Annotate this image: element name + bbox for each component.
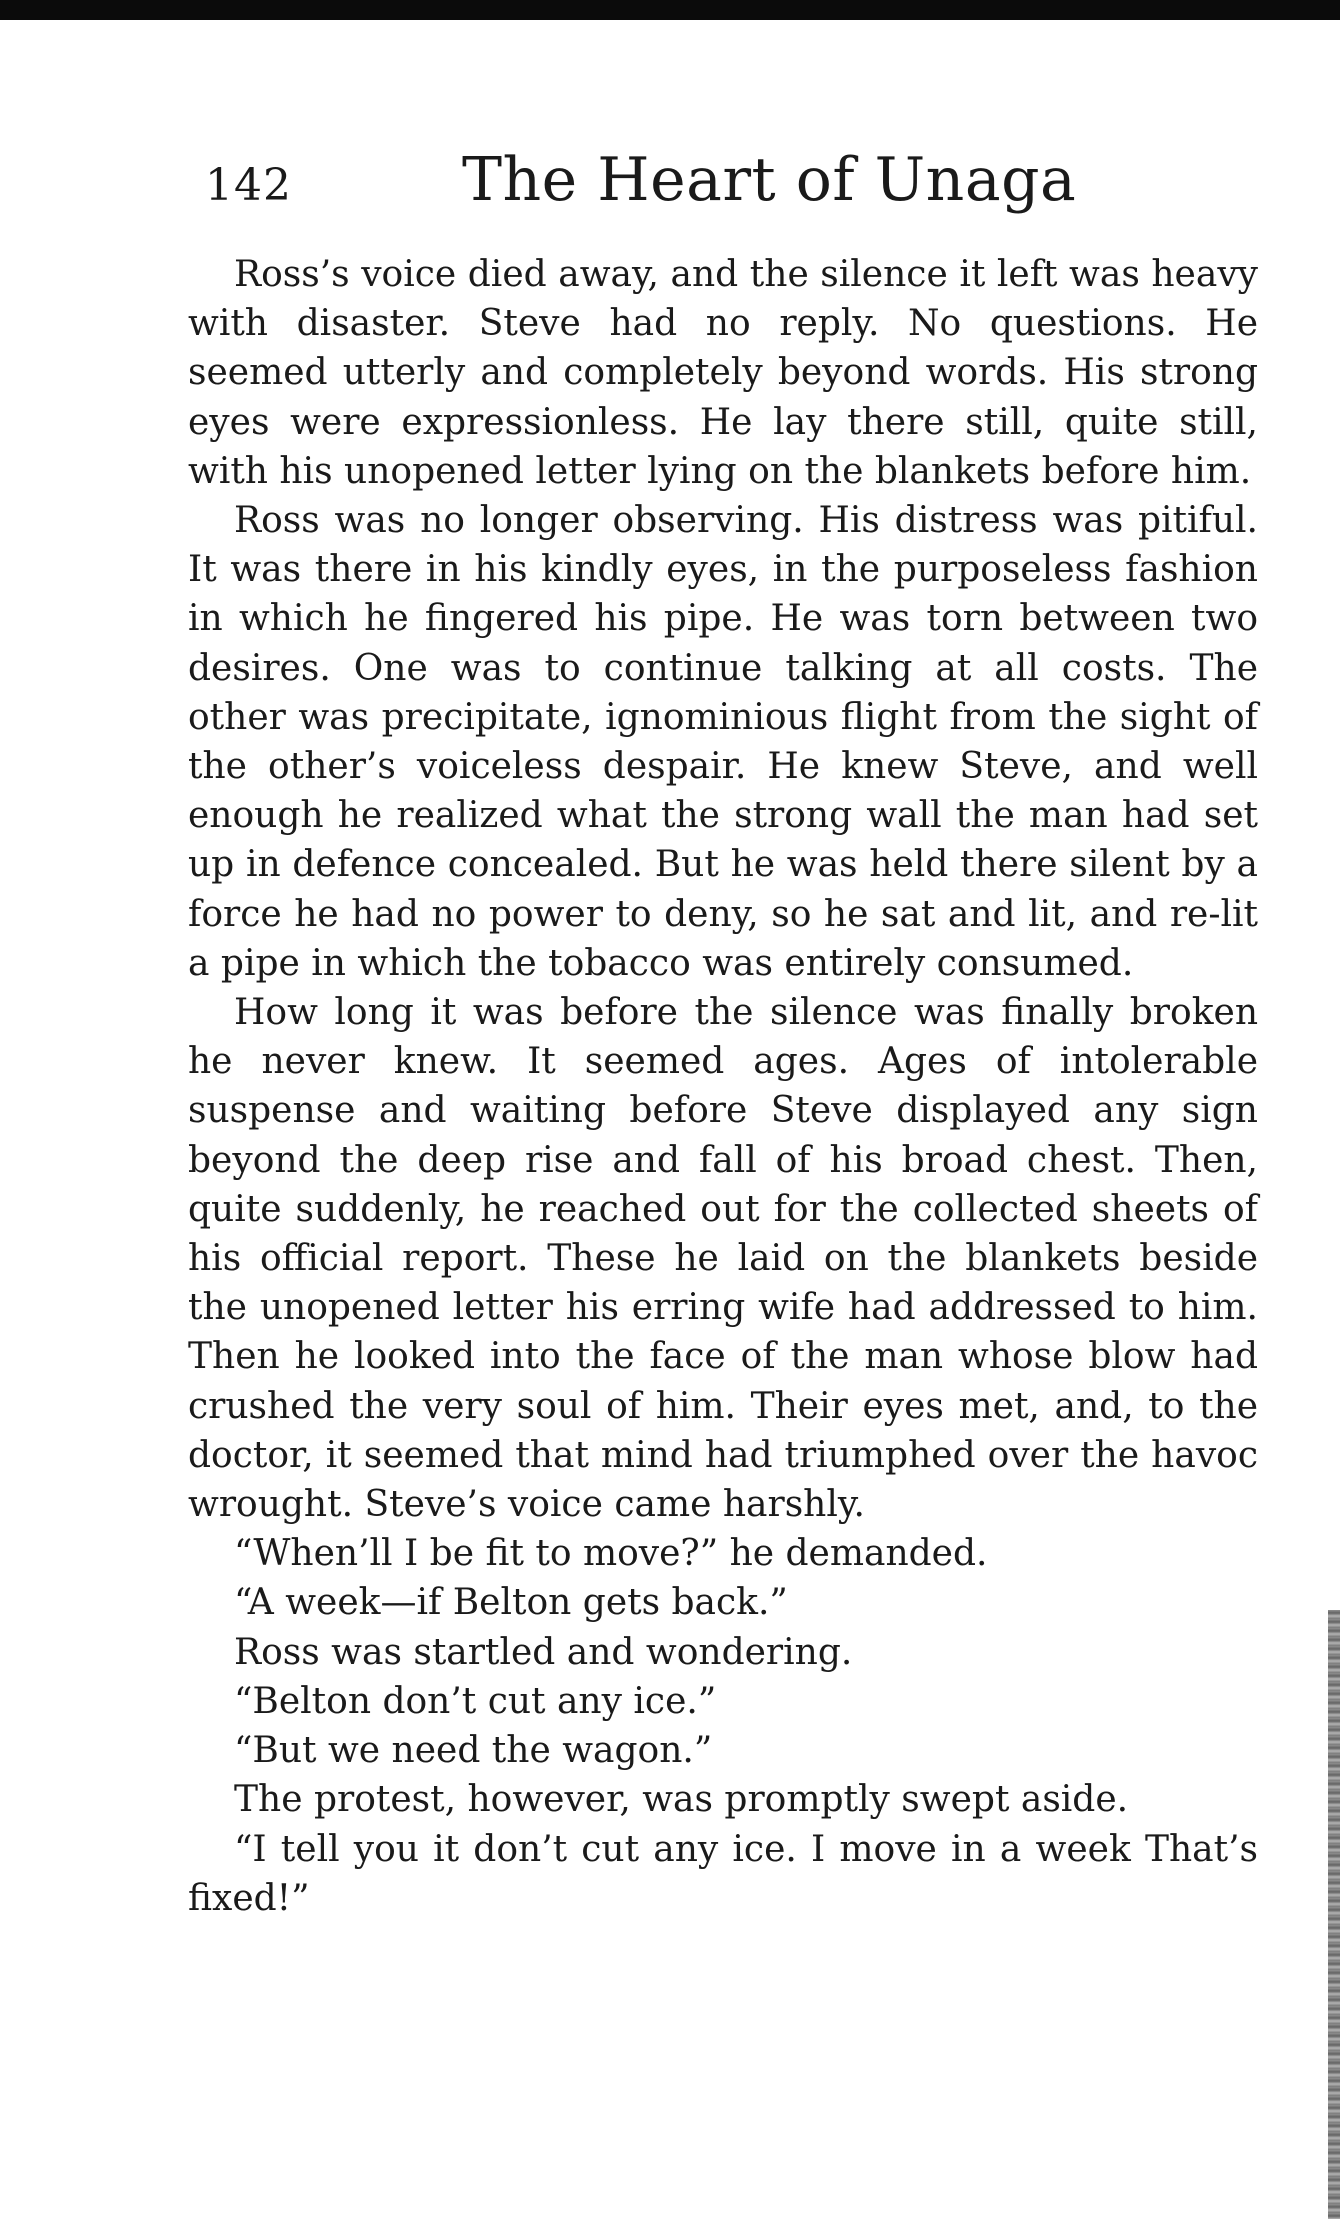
dialogue-line: “When’ll I be fit to move?” he demanded. xyxy=(234,1533,988,1575)
page-number: 142 xyxy=(205,160,292,211)
paragraph: Ross was startled and wondering. xyxy=(234,1631,853,1673)
running-title: The Heart of Unaga xyxy=(462,145,1077,215)
dialogue-line: “I tell you it don’t cut any ice. I move in a week That’s fixed!” xyxy=(188,1828,1258,1919)
dialogue-line: “But we need the wagon.” xyxy=(234,1730,713,1772)
page-body-text xyxy=(188,250,1258,1923)
dialogue-line: “A week—if Belton gets back.” xyxy=(234,1582,788,1624)
paragraph: Ross’s voice died away, and the silence it left was heavy with disaster. Steve had no reply. No questions. He seemed utterly and completely beyond words. His strong eyes were expressionless. He lay there still, quite still, with his unopened letter lying on the blankets before him. xyxy=(188,254,1258,492)
paragraph: The protest, however, was promptly swept aside. xyxy=(234,1779,1129,1821)
page-top-edge xyxy=(0,0,1340,20)
dialogue-line: “Belton don’t cut any ice.” xyxy=(234,1680,717,1722)
paragraph: Ross was no longer observing. His distress was pitiful. It was there in his kindly eyes, in the purposeless fashion in which he fingered his pipe. He was torn between two desires. One was to continue talking at all costs. The other was precipitate, ignominious flight from the sight of the other’s voiceless despair. He knew Steve, and well enough he realized what the strong wall the man had set up in defence concealed. But he was held there silent by a force he had no power to deny, so he sat and lit, and re-lit a pipe in which the tobacco was entirely consumed. xyxy=(188,500,1258,984)
page-header xyxy=(205,145,1077,225)
page-scan-edge xyxy=(1328,1610,1340,2219)
paragraph: How long it was before the silence was finally broken he never knew. It seemed ages. Ages of intolerable suspense and waiting before Steve displayed any sign beyond the deep rise and fall of his broad chest. Then, quite suddenly, he reached out for the collected sheets of his official report. These he laid on the blankets beside the unopened letter his erring wife had addressed to him. Then he looked into the face of the man whose blow had crushed the very soul of him. Their eyes met, and, to the doctor, it seemed that mind had triumphed over the havoc wrought. Steve’s voice came harshly. xyxy=(188,992,1258,1526)
